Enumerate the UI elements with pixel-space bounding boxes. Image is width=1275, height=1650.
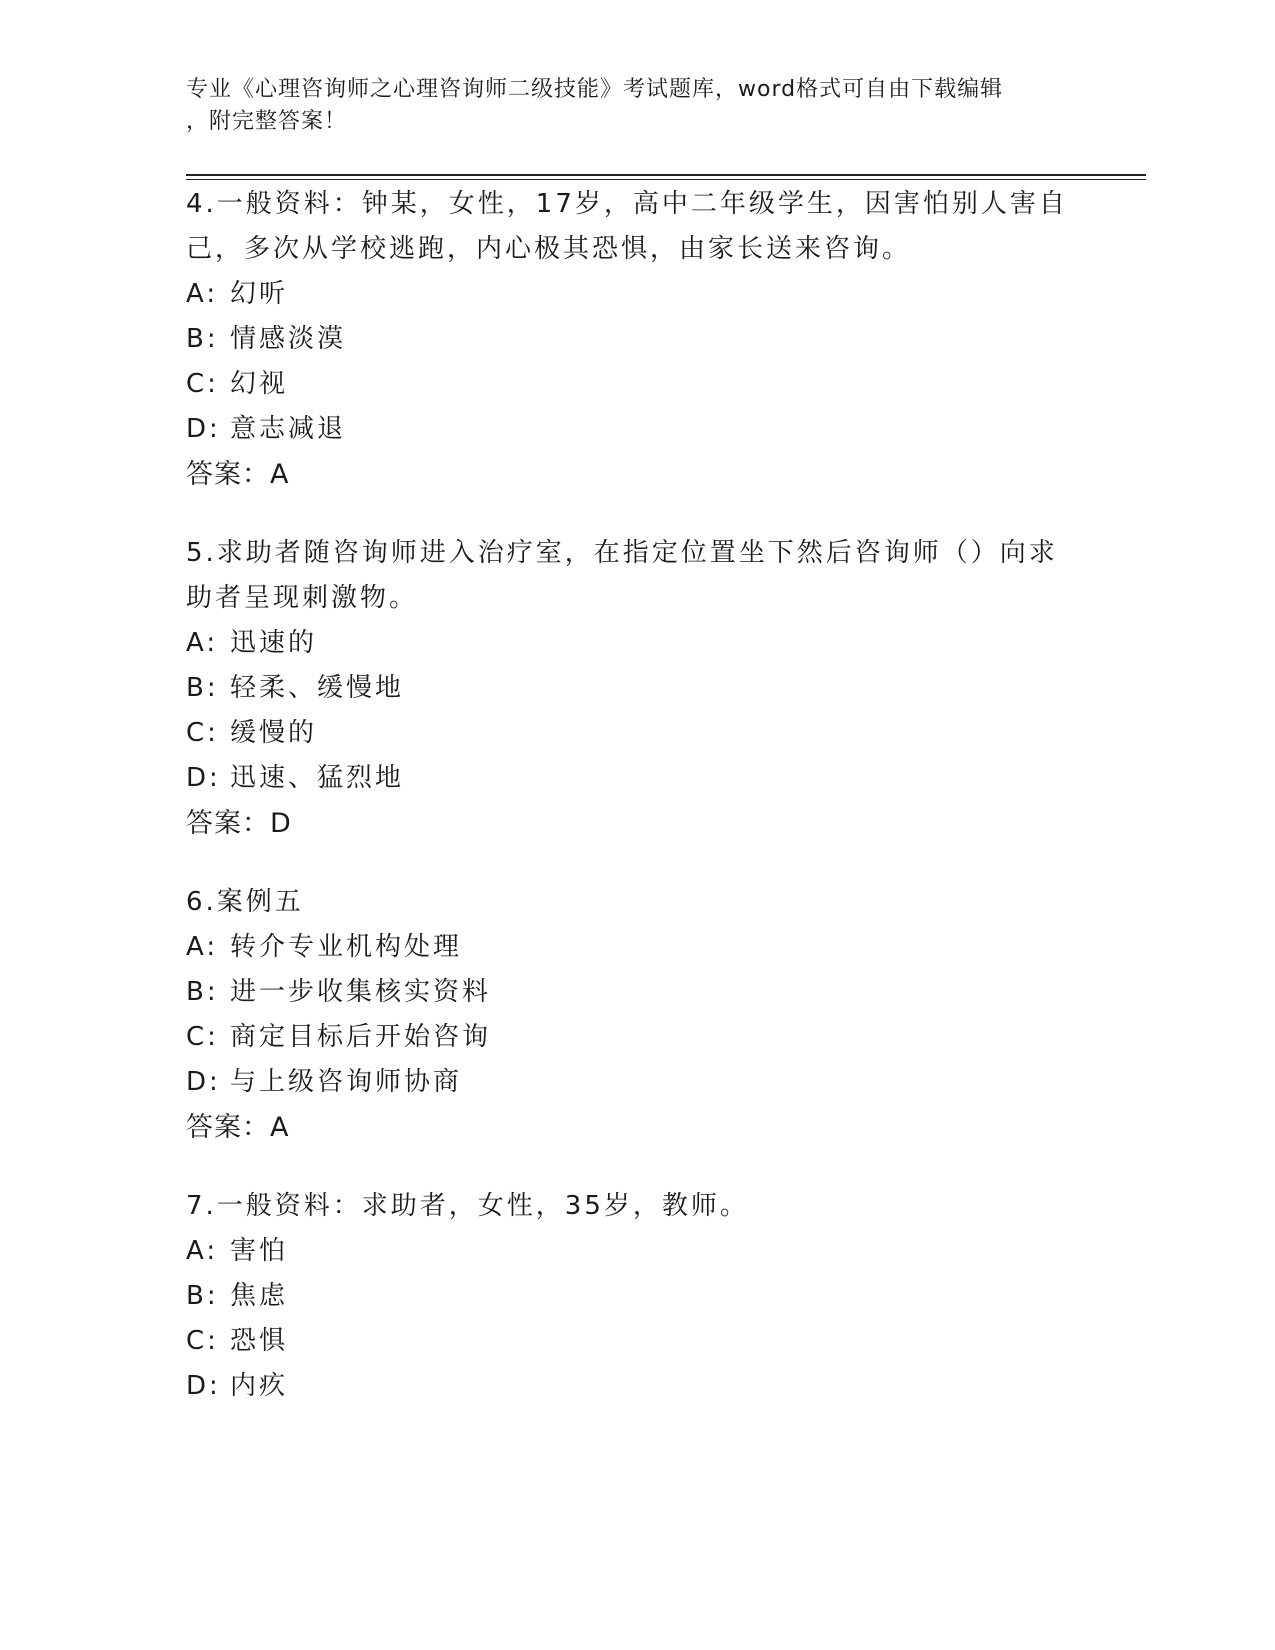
question-stem xyxy=(186,880,1066,925)
option-letter: A: xyxy=(186,279,219,309)
option-d xyxy=(186,1364,1066,1409)
option-b xyxy=(186,317,1066,362)
option-b xyxy=(186,666,1066,711)
option-b xyxy=(186,1274,1066,1319)
option-letter: B: xyxy=(186,1281,219,1311)
option-text: 害怕 xyxy=(230,1236,289,1266)
option-c xyxy=(186,1319,1066,1364)
question-4 xyxy=(186,182,1066,497)
option-letter: C: xyxy=(186,369,219,399)
option-a xyxy=(186,272,1066,317)
option-letter: D: xyxy=(186,1067,221,1097)
option-text: 进一步收集核实资料 xyxy=(230,977,492,1007)
option-letter: B: xyxy=(186,324,219,354)
option-letter: B: xyxy=(186,977,219,1007)
question-stem xyxy=(186,182,1066,272)
option-letter: C: xyxy=(186,1326,219,1356)
answer-line: 答案：D xyxy=(186,808,292,839)
option-a xyxy=(186,1229,1066,1274)
option-letter: C: xyxy=(186,718,219,748)
question-stem-line: 4.一般资料：钟某，女性，17岁，高中二年级学生，因害怕别人害自 xyxy=(186,189,1068,219)
option-text: 内疚 xyxy=(230,1371,289,1401)
option-letter: A: xyxy=(186,628,219,658)
option-letter: A: xyxy=(186,932,219,962)
option-text: 迅速的 xyxy=(230,628,318,658)
option-text: 幻听 xyxy=(230,279,289,309)
document-header xyxy=(186,74,1066,138)
option-letter: B: xyxy=(186,673,219,703)
option-text: 情感淡漠 xyxy=(230,324,347,354)
header-divider-thin xyxy=(186,179,1146,180)
option-letter: D: xyxy=(186,763,221,793)
option-letter: C: xyxy=(186,1022,219,1052)
question-5 xyxy=(186,531,1066,846)
question-6 xyxy=(186,880,1066,1150)
option-d xyxy=(186,407,1066,452)
option-d xyxy=(186,756,1066,801)
question-stem xyxy=(186,531,1066,621)
option-c xyxy=(186,1015,1066,1060)
option-text: 与上级咨询师协商 xyxy=(230,1067,463,1097)
answer-line: 答案：A xyxy=(186,1112,290,1143)
option-letter: D: xyxy=(186,1371,221,1401)
option-text: 轻柔、缓慢地 xyxy=(230,673,405,703)
question-stem-line: 6.案例五 xyxy=(186,887,304,917)
header-line-2: ，附完整答案！ xyxy=(186,109,348,134)
option-text: 意志减退 xyxy=(230,414,347,444)
option-text: 焦虑 xyxy=(230,1281,289,1311)
option-letter: A: xyxy=(186,1236,219,1266)
header-line-1: 专业《心理咨询师之心理咨询师二级技能》考试题库，word格式可自由下载编辑 xyxy=(186,77,1004,102)
question-stem xyxy=(186,1184,1066,1229)
option-a xyxy=(186,621,1066,666)
answer-line: 答案：A xyxy=(186,459,290,490)
option-text: 迅速、猛烈地 xyxy=(230,763,405,793)
option-text: 缓慢的 xyxy=(230,718,318,748)
question-stem-line: 己，多次从学校逃跑，内心极其恐惧，由家长送来咨询。 xyxy=(186,234,912,264)
option-b xyxy=(186,970,1066,1015)
option-letter: D: xyxy=(186,414,221,444)
option-text: 幻视 xyxy=(230,369,289,399)
option-text: 恐惧 xyxy=(230,1326,289,1356)
question-stem-line: 7.一般资料：求助者，女性，35岁，教师。 xyxy=(186,1191,749,1221)
option-c xyxy=(186,711,1066,756)
option-text: 转介专业机构处理 xyxy=(230,932,463,962)
option-d xyxy=(186,1060,1066,1105)
question-stem-line: 助者呈现刺激物。 xyxy=(186,583,419,613)
header-divider-thick xyxy=(186,174,1146,176)
question-stem-line: 5.求助者随咨询师进入治疗室，在指定位置坐下然后咨询师（）向求 xyxy=(186,538,1058,568)
option-c xyxy=(186,362,1066,407)
option-text: 商定目标后开始咨询 xyxy=(230,1022,492,1052)
question-7 xyxy=(186,1184,1066,1409)
option-a xyxy=(186,925,1066,970)
